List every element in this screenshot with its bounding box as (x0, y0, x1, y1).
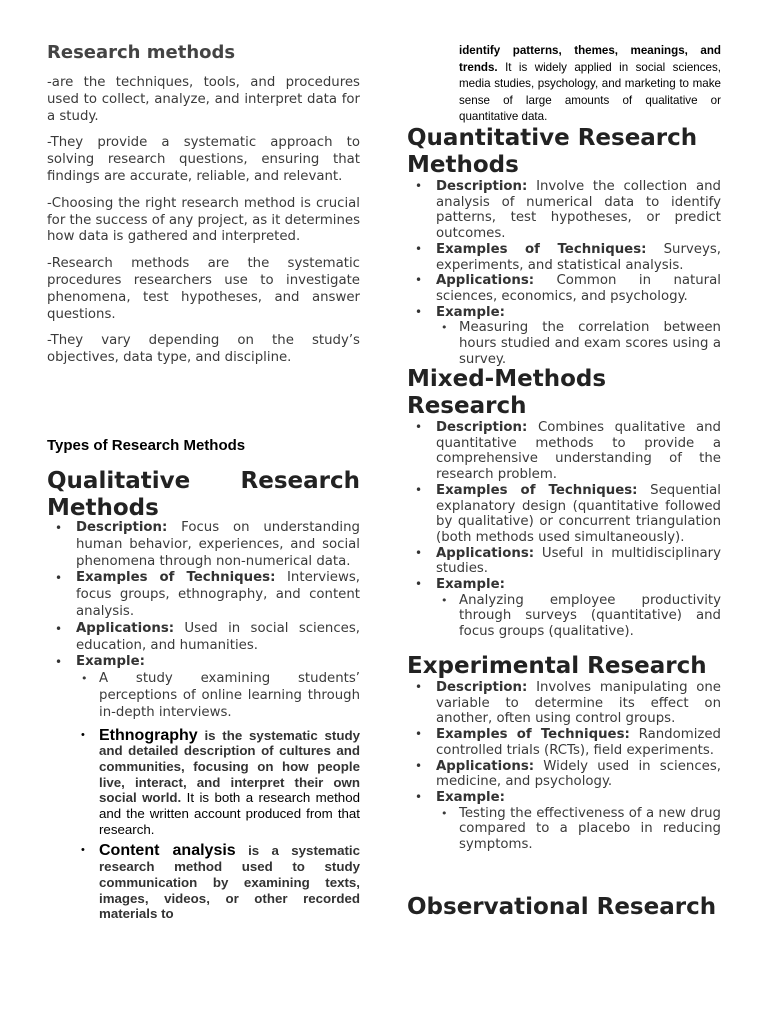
list-item: • Example: • Analyzing employee productivity through surveys (quantitative) and focus groups (qualitative). (407, 577, 721, 640)
intro-paragraph: -are the techniques, tools, and procedures used to collect, analyze, and interpret data for a study. (47, 75, 360, 124)
mixed-methods-heading: Mixed-Methods Research (407, 366, 607, 419)
list-item: • Description: Involve the collection and analysis of numerical data to identify patterns, test hypotheses, or predict outcomes. (407, 179, 721, 242)
experimental-list (407, 680, 721, 853)
list-item: • Examples of Techniques: Randomized controlled trials (RCTs), field experiments. (407, 727, 721, 758)
mixed-methods-section (407, 366, 721, 640)
list-item: • Examples of Techniques: Sequential explanatory design (quantitative followed by qualitative) or concurrent triangulation (both methods used simultaneously). (407, 483, 721, 546)
list-item: • Applications: Useful in multidisciplinary studies. (407, 546, 721, 577)
intro-paragraph: -Choosing the right research method is crucial for the success of any project, as it determines how data is gathered and interpreted. (47, 195, 360, 245)
experimental-section (407, 653, 721, 853)
qualitative-list (47, 520, 360, 922)
mixed-methods-list (407, 420, 721, 640)
quantitative-list (407, 179, 721, 367)
content-analysis-continued: identify patterns, themes, meanings, and trends. It is widely applied in social sciences, media studies, psychology, and marketing to make sense of large amounts of qualitative or quantitative data. (459, 44, 721, 123)
observational-heading: Observational Research (407, 894, 717, 920)
list-item: • Example: • Testing the effectiveness of a new drug compared to a placebo in reducing symptoms. (407, 790, 721, 853)
list-item: • Description: Combines qualitative and quantitative methods to provide a comprehensive understanding of the research problem. (407, 420, 721, 483)
qualitative-section (47, 468, 360, 922)
intro-paragraphs (47, 75, 360, 367)
list-item: • A study examining students’ perceptions of online learning through in-depth interviews. (76, 671, 360, 721)
list-item: • Analyzing employee productivity through surveys (quantitative) and focus groups (qualitative). (436, 593, 721, 640)
ethnography-note: • Ethnography is the systematic study and detailed description of cultures and communities, focusing on how people live, interact, and interpret their own social world. It is both a research method and the written account produced from that research. (76, 728, 360, 838)
observational-section (407, 894, 721, 921)
list-item: • Examples of Techniques: Interviews, focus groups, ethnography, and content analysis. (47, 570, 360, 620)
list-item: • Testing the effectiveness of a new drug compared to a placebo in reducing symptoms. (436, 806, 721, 853)
experimental-heading: Experimental Research (407, 653, 707, 679)
list-item: • Example: • A study examining students’ perceptions of online learning through in-depth interviews. • Ethnography is the systematic study and detailed description of cultures and communities, focusing on how people live, interact, and interpret their own social world. It is both a research method and the written account produced from that research. • Content analysis is a systematic research method used to study communication by examining texts, images, videos, or other recorded materials to (47, 654, 360, 922)
list-item: • Applications: Widely used in sciences, medicine, and psychology. (407, 759, 721, 790)
quantitative-heading: Quantitative Research Methods (407, 125, 698, 178)
list-item: • Applications: Used in social sciences, education, and humanities. (47, 621, 360, 655)
list-item: • Example: • Measuring the correlation between hours studied and exam scores using a survey. (407, 305, 721, 368)
list-item: • Description: Focus on understanding human behavior, experiences, and social phenomena through non-numerical data. (47, 520, 360, 570)
types-heading: Types of Research Methods (47, 437, 246, 454)
qualitative-heading: Qualitative Research Methods (47, 468, 360, 521)
list-item: • Examples of Techniques: Surveys, experiments, and statistical analysis. (407, 242, 721, 273)
example-sublist (76, 671, 360, 922)
list-item: • Description: Involves manipulating one variable to determine its effect on another, often using control groups. (407, 680, 721, 727)
intro-paragraph: -They vary depending on the study’s objectives, data type, and discipline. (47, 333, 360, 366)
list-item: • Applications: Common in natural sciences, economics, and psychology. (407, 273, 721, 304)
content-analysis-note: • Content analysis is a systematic research method used to study communication by examining texts, images, videos, or other recorded materials to (76, 843, 360, 922)
intro-paragraph: -Research methods are the systematic procedures researchers use to investigate phenomena, test hypotheses, and answer questions. (47, 256, 360, 322)
list-item: • Measuring the correlation between hours studied and exam scores using a survey. (436, 320, 721, 367)
quantitative-section (407, 125, 721, 367)
intro-paragraph: -They provide a systematic approach to solving research questions, ensuring that findings are accurate, reliable, and relevant. (47, 135, 360, 184)
page-title: Research methods (47, 42, 236, 63)
